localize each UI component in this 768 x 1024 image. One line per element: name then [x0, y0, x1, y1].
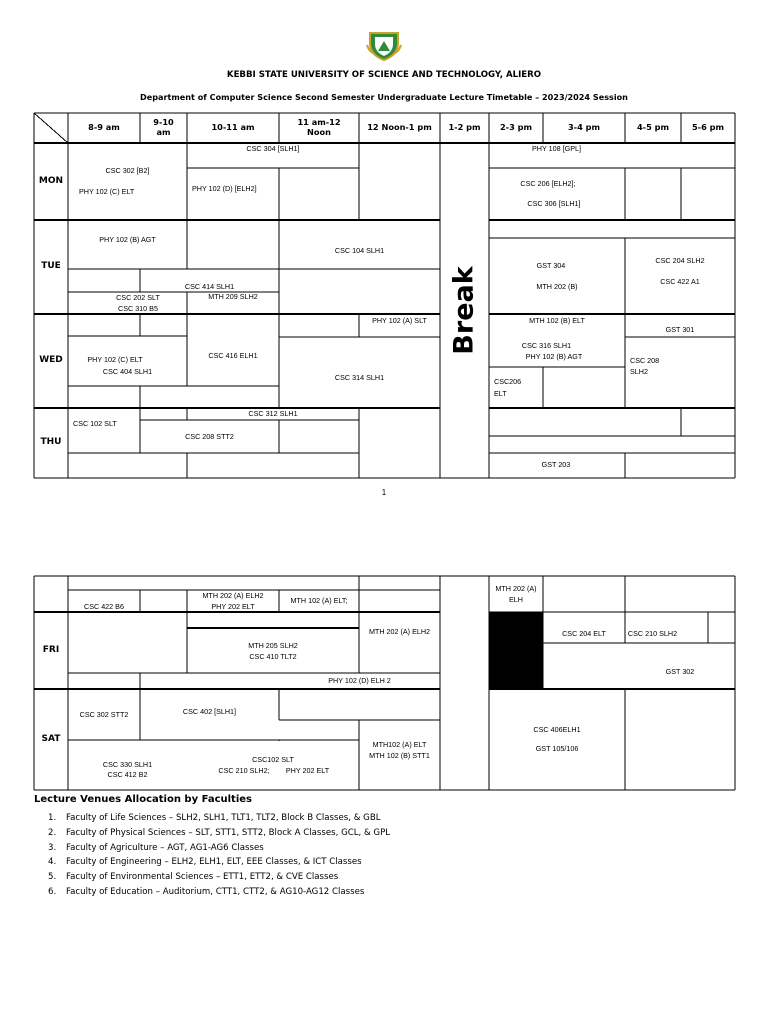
slot: ELH	[509, 595, 523, 605]
slot: MTH 209 SLH2	[208, 292, 258, 302]
slot: CSC 208 STT2	[185, 432, 234, 442]
slot: PHY 102 (B) AGT	[525, 351, 583, 361]
university-title: KEBBI STATE UNIVERSITY OF SCIENCE AND TECHNOLOGY, ALIERO	[226, 70, 542, 80]
slot: GST 304	[536, 261, 566, 271]
slot: PHY 102 (C) ELT	[79, 187, 135, 197]
slot: CSC 330 SLH1	[102, 759, 153, 769]
slot: PHY 102 (D) ELH 2	[328, 676, 391, 686]
day-label-thu: THU	[40, 437, 62, 448]
slot: CSC 310 B5	[118, 303, 158, 313]
slot: CSC 316 SLH1	[521, 340, 572, 350]
slot: CSC 204 ELT	[562, 629, 606, 639]
slot: MTH 202 (A) ELH2	[368, 627, 431, 637]
page-number: 1	[381, 488, 387, 497]
slot: CSC 404 SLH1	[102, 367, 153, 377]
slot: MTH 205 SLH2	[248, 641, 298, 651]
slot: PHY 102 (C) ELT	[87, 355, 143, 365]
slot: PHY 108 [GPL]	[531, 144, 581, 154]
slot: PHY 102 (B) AGT	[99, 235, 156, 245]
slot: CSC 104 SLH1	[334, 246, 385, 256]
slot: CSC 102 SLT	[73, 418, 117, 428]
slot: CSC 422 A1	[660, 277, 700, 287]
slot: CSC 204 SLH2	[655, 256, 705, 266]
slot: GST 302	[665, 667, 695, 677]
slot: MTH 102 (B) ELT	[529, 316, 585, 326]
slot: CSC 304 [SLH1]	[246, 144, 300, 154]
slot: CSC 422 B6	[84, 601, 124, 611]
day-label-wed: WED	[39, 355, 63, 366]
day-label-fri: FRI	[42, 644, 60, 655]
timetable-subtitle: Department of Computer Science Second Semester Undergraduate Lecture Timetable – 2023/2024 Session	[140, 92, 628, 102]
venues-title: Lecture Venues Allocation by Faculties	[34, 794, 252, 805]
blocked-slot	[489, 612, 543, 689]
col-header: 8-9 am	[88, 122, 120, 133]
slot: CSC 210 SLH2;	[218, 766, 270, 776]
slot: CSC 402 [SLH1]	[182, 707, 237, 717]
col-header: 3-4 pm	[567, 122, 601, 133]
col-header: 5-6 pm	[691, 122, 725, 133]
break-column: Break	[449, 265, 481, 355]
slot: PHY 202 ELT	[285, 766, 330, 776]
slot: CSC 410 TLT2	[249, 652, 297, 662]
slot: MTH102 (A) ELT	[372, 740, 427, 750]
slot: MTH 202 (A) ELH2	[202, 591, 264, 601]
slot: ELT	[494, 389, 507, 399]
slot: CSC 208	[630, 356, 660, 366]
col-header: 10-11 am	[211, 122, 255, 133]
day-label-sat: SAT	[41, 733, 61, 744]
col-header: 9-10 am	[153, 117, 174, 137]
slot: CSC 412 B2	[107, 769, 148, 779]
slot: SLH2	[630, 367, 648, 377]
venue-item: 6. Faculty of Education – Auditorium, CTT1, CTT2, & AG10-AG12 Classes	[48, 886, 365, 897]
slot: CSC 210 SLH2	[627, 629, 678, 639]
venue-item: 3. Faculty of Agriculture – AGT, AG1-AG6 Classes	[48, 842, 264, 853]
col-header: 2-3 pm	[499, 122, 533, 133]
day-label-mon: MON	[38, 175, 64, 186]
slot: CSC206	[494, 377, 522, 387]
slot: CSC 416 ELH1	[208, 351, 258, 361]
slot: PHY 102 (D) [ELH2]	[192, 184, 257, 194]
slot: MTH 202 (B)	[536, 282, 578, 292]
venues-list	[48, 813, 390, 902]
col-header: 12 Noon-1 pm	[367, 122, 432, 133]
slot: PHY 102 (A) SLT	[372, 315, 427, 325]
slot: CSC 406ELH1	[533, 725, 581, 735]
slot: GST 203	[541, 460, 571, 470]
col-header: 11 am-12 Noon	[297, 117, 341, 137]
slot: CSC102 SLT	[252, 754, 294, 764]
slot: GST 301	[665, 325, 695, 335]
day-label-tue: TUE	[41, 261, 61, 272]
slot: CSC 314 SLH1	[334, 373, 385, 383]
slot: PHY 202 ELT	[211, 601, 255, 611]
col-header: 4-5 pm	[636, 122, 670, 133]
slot: CSC 414 SLH1	[184, 281, 235, 291]
slot: CSC 206 [ELH2];	[520, 179, 576, 189]
col-header: 1-2 pm	[448, 122, 481, 133]
venue-item: 4. Faculty of Engineering – ELH2, ELH1, ELT, EEE Classes, & ICT Classes	[48, 857, 362, 868]
venue-item: 5. Faculty of Environmental Sciences – ETT1, ETT2, & CVE Classes	[48, 872, 339, 883]
slot: MTH 102 (B) STT1	[369, 751, 430, 761]
slot: MTH 202 (A)	[495, 584, 537, 594]
slot: GST 105/106	[535, 744, 579, 754]
slot: CSC 302 [B2]	[105, 166, 150, 176]
slot: CSC 306 [SLH1]	[527, 199, 581, 209]
slot: MTH 102 (A) ELT;	[290, 596, 348, 606]
slot: CSC 312 SLH1	[248, 409, 298, 419]
venue-item: 1. Faculty of Life Sciences – SLH2, SLH1, TLT1, TLT2, Block B Classes, & GBL	[48, 813, 381, 823]
slot: CSC 302 STT2	[79, 710, 129, 720]
venue-item: 2. Faculty of Physical Sciences – SLT, STT1, STT2, Block A Classes, GCL, & GPL	[48, 827, 391, 838]
slot: CSC 202 SLT	[116, 292, 160, 302]
